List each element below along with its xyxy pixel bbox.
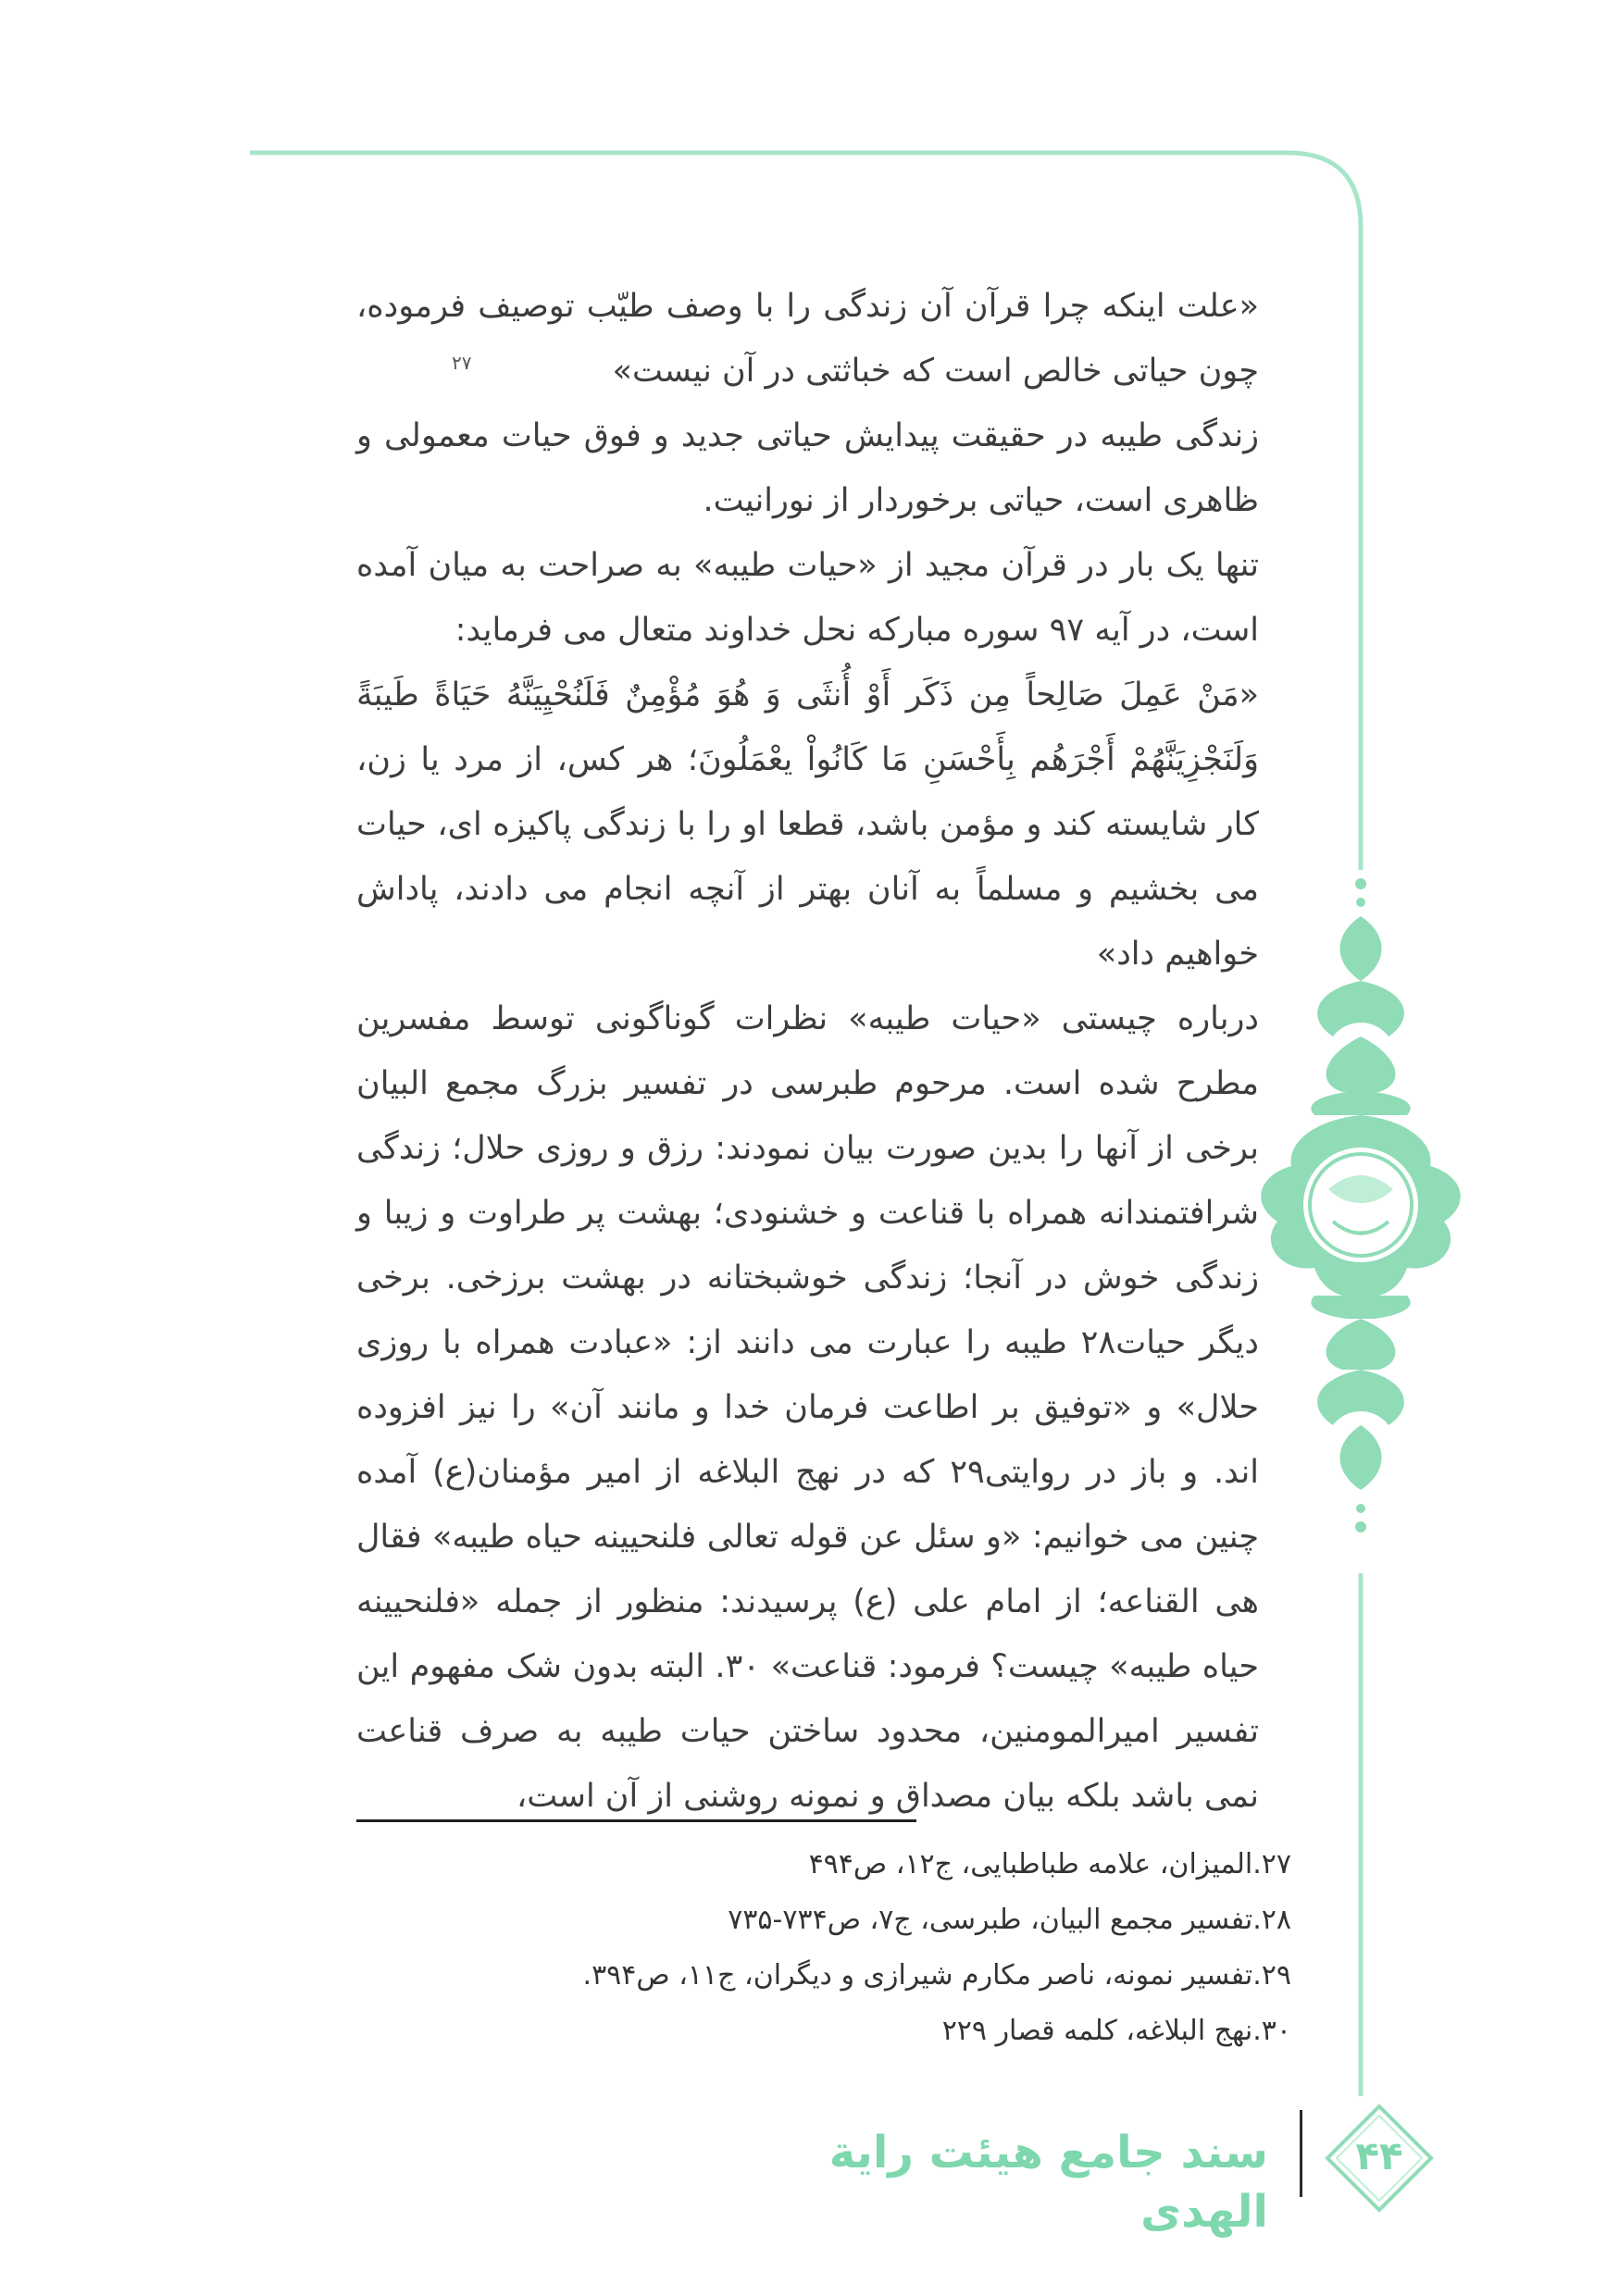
paragraph: زندگی طیبه در حقیقت پیدایش حیاتی جدید و فوق حیات معمولی و ظاهری است، حیاتی برخوردار از نورانیت. (356, 417, 1259, 519)
main-text (356, 274, 1259, 1829)
book-title: سند جامع هیئت رایة الهدی (828, 2127, 1268, 2238)
footnotes (500, 1837, 1291, 2059)
footnote-item: ۳۰.نهج البلاغه، کلمه قصار ۲۲۹ (941, 2015, 1291, 2047)
footnote-item: ۲۹.تفسیر نمونه، ناصر مکارم شیرازی و دیگران، ج۱۱، ص۳۹۴. (582, 1959, 1291, 1992)
title-divider (1300, 2110, 1302, 2197)
footnote-item: ۲۸.تفسیر مجمع البیان، طبرسی، ج۷، ص۷۳۴-۷۳۵ (728, 1904, 1291, 1936)
paragraph: تنها یک بار در قرآن مجید از «حیات طیبه» به صراحت به میان آمده است، در آیه ۹۷ سوره مبارکه نحل خداوند متعال می فرماید: (356, 547, 1259, 649)
paragraph: درباره چیستی «حیات طیبه» نظرات گوناگونی توسط مفسرین مطرح شده است. مرحوم طبرسی در تفسیر بزرگ مجمع البیان برخی از آنها را بدین صورت بیان نمودند: رزق و روزی حلال؛ زندگی شرافتمندانه همراه با قناعت و خشنودی؛ بهشت پر طراوت و زیبا و زندگی خوش در آنجا؛ زندگی خوشبختانه در بهشت برزخی. برخی دیگر حیات۲۸ طیبه را عبارت می دانند از: «عبادت همراه با روزی حلال» و «توفیق بر اطاعت فرمان خدا و مانند آن» را نیز افزوده اند. و باز در روایتی۲۹ که در نهج البلاغه از امیر مؤمنان(ع) آمده چنین می خوانیم: «و سئل عن قوله تعالی فلنحیینه حیاه طیبه» فقال هی القناعه؛ از امام علی (ع) پرسیدند: منظور از جمله «فلنحیینه حیاه طیبه» چیست؟ فرمود: قناعت» ۳۰. البته بدون شک مفهوم این تفسیر امیرالمومنین، محدود ساختن حیات طیبه به صرف قناعت نمی باشد بلکه بیان مصداق و نمونه روشنی از آن است، (356, 1000, 1260, 1815)
page-number: ۴۴ (1355, 2133, 1403, 2178)
footnote-divider (356, 1819, 916, 1822)
footnote-reference: ۲۷ (452, 352, 472, 374)
footnote-item: ۲۷.المیزان، علامه طباطبایی، ج۱۲، ص۴۹۴ (808, 1848, 1291, 1880)
floral-medallion-ornament (1261, 878, 1461, 1533)
paragraph: «مَنْ عَمِلَ صَالِحاً مِن ذَكَر أَوْ أُنثَى وَ هُوَ مُؤْمِنٌ فَلَنُحْيِيَنَّهُ حَيَاةً طَيبَةً وَلَنَجْزِيَنَّهُمْ أَجْرَهُم بِأَحْسَنِ مَا كَانُواْ يعْمَلُونَ؛ هر کس، از مرد یا زن، کار شایسته کند و مؤمن باشد، قطعا او را با زندگی پاکیزه ای، حیات می بخشیم و مسلماً به آنان بهتر از آنچه انجام می دادند، پاداش خواهیم داد» (356, 676, 1259, 973)
paragraph: «علت اینکه چرا قرآن آن زندگی را با وصف طیّب توصیف فرموده، چون حیاتی خالص است که خباثتی در آن نیست» (356, 288, 1259, 390)
